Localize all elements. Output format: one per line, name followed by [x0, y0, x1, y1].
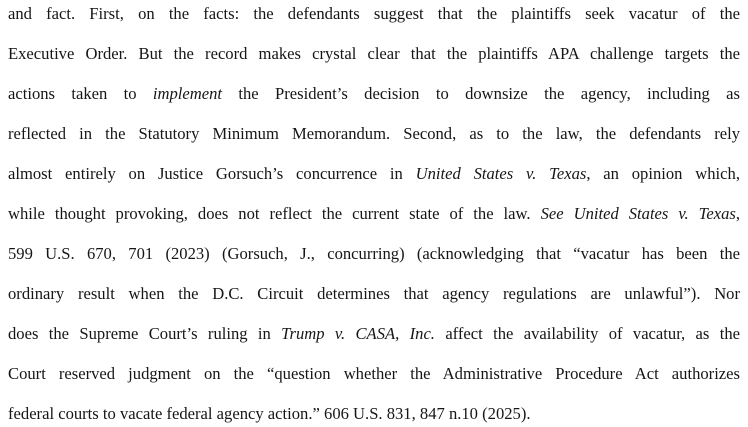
- text-run: reflected in the Statutory Minimum Memorandum. Second, as to the law, the defendants rely: [8, 124, 740, 143]
- italic-run: implement: [152, 84, 223, 103]
- text-run: does the Supreme Court’s ruling in: [8, 324, 282, 343]
- text-run: federal courts to vacate federal agency action.” 606 U.S. 831, 847 n.10 (2025).: [8, 404, 531, 423]
- text-run: and fact. First, on the facts: the defendants suggest that the plaintiffs seek vacatur of the: [8, 4, 740, 23]
- italic-run: United States v. Texas: [415, 164, 587, 183]
- text-line-4: [8, 121, 740, 147]
- text-run: Court reserved judgment on the “question whether the Administrative Procedure Act authorizes: [8, 364, 740, 383]
- text-line-1: [8, 1, 740, 27]
- text-line-10: [8, 361, 740, 387]
- text-run: actions taken to: [8, 84, 153, 103]
- text-run: almost entirely on Justice Gorsuch’s concurrence in: [8, 164, 416, 183]
- text-line-2: [8, 41, 740, 67]
- text-line-9: [8, 321, 740, 347]
- text-line-5: [8, 161, 740, 187]
- italic-run: See United States v. Texas: [540, 204, 736, 223]
- text-run: 599 U.S. 670, 701 (2023) (Gorsuch, J., concurring) (acknowledging that “vacatur has been the: [8, 244, 740, 263]
- text-run: while thought provoking, does not reflect the current state of the law.: [8, 204, 541, 223]
- text-line-11: [8, 401, 740, 427]
- text-line-3: [8, 81, 740, 107]
- text-run: Executive Order. But the record makes crystal clear that the plaintiffs APA challenge targets the: [8, 44, 740, 63]
- text-run: the President’s decision to downsize the agency, including as: [222, 84, 740, 103]
- text-run: ,: [735, 204, 740, 223]
- text-line-7: [8, 241, 740, 267]
- text-run: ordinary result when the D.C. Circuit determines that agency regulations are unlawful”). Nor: [8, 284, 740, 303]
- text-line-6: [8, 201, 740, 227]
- text-run: , an opinion which,: [586, 164, 740, 183]
- text-line-8: [8, 281, 740, 307]
- italic-run: Trump v. CASA, Inc.: [281, 324, 435, 343]
- text-run: affect the availability of vacatur, as the: [434, 324, 740, 343]
